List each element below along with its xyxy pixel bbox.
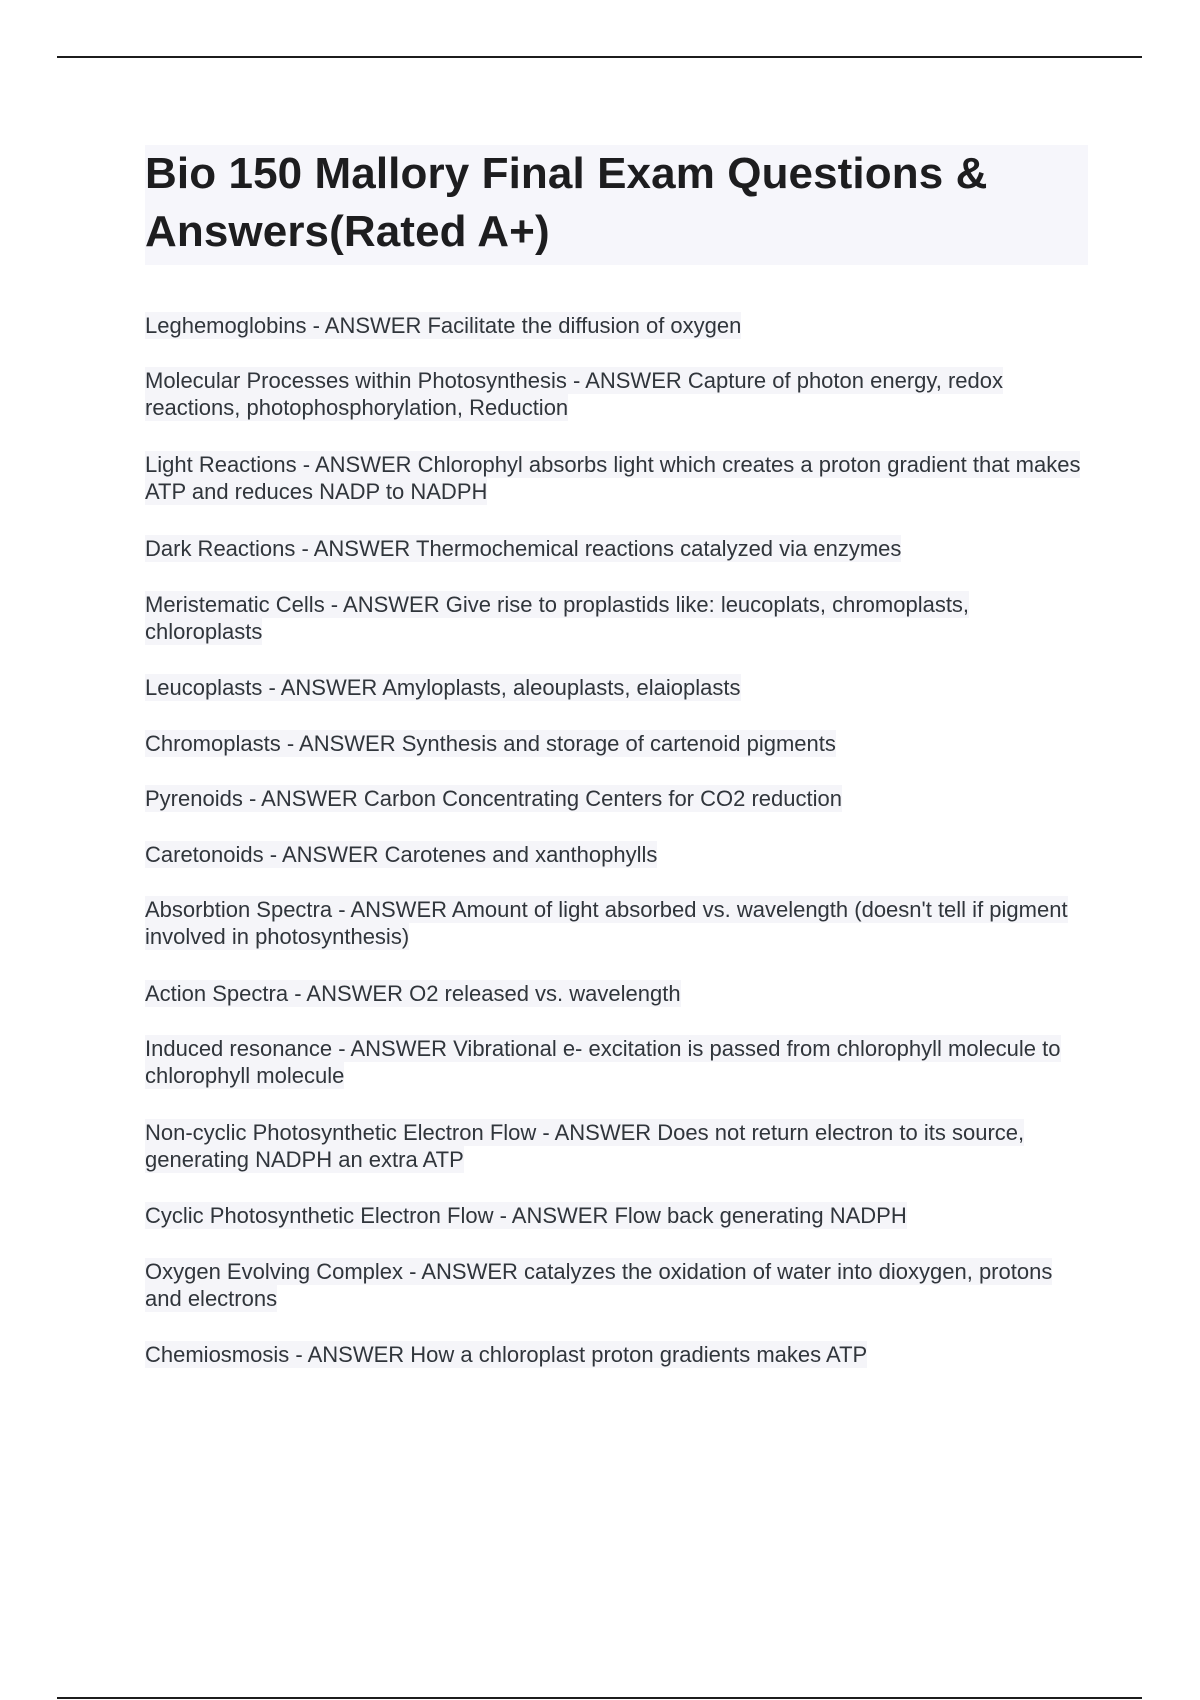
qa-item <box>145 367 1085 451</box>
qa-item <box>145 980 1085 1035</box>
qa-text: Chromoplasts - ANSWER Synthesis and storage of cartenoid pigments <box>145 731 836 756</box>
qa-text: Induced resonance - ANSWER Vibrational e- excitation is passed from chlorophyll molecule to chlorophyll molecule <box>145 1036 1061 1088</box>
document-title: Bio 150 Mallory Final Exam Questions & Answers(Rated A+) <box>145 149 988 256</box>
qa-item <box>145 312 1085 367</box>
qa-text: Dark Reactions - ANSWER Thermochemical reactions catalyzed via enzymes <box>145 536 902 561</box>
qa-item <box>145 1341 1085 1397</box>
qa-item <box>145 591 1085 674</box>
qa-item <box>145 1202 1085 1258</box>
qa-text: Absorbtion Spectra - ANSWER Amount of light absorbed vs. wavelength (doesn't tell if pigment involved in photosynthesis) <box>145 897 1068 949</box>
qa-item <box>145 1035 1085 1119</box>
qa-text: Leghemoglobins - ANSWER Facilitate the diffusion of oxygen <box>145 313 742 338</box>
qa-text: Molecular Processes within Photosynthesis - ANSWER Capture of photon energy, redox reactions, photophosphorylation, Reduction <box>145 368 1003 420</box>
qa-item <box>145 730 1085 785</box>
qa-list <box>145 312 1085 1397</box>
top-rule <box>57 56 1142 58</box>
qa-item <box>145 535 1085 591</box>
title-block <box>145 145 1088 265</box>
qa-item <box>145 785 1085 841</box>
qa-item <box>145 896 1085 980</box>
qa-text: Chemiosmosis - ANSWER How a chloroplast proton gradients makes ATP <box>145 1342 868 1367</box>
qa-item <box>145 674 1085 730</box>
qa-text: Non-cyclic Photosynthetic Electron Flow - ANSWER Does not return electron to its source, generating NADPH an extra ATP <box>145 1120 1025 1172</box>
qa-text: Pyrenoids - ANSWER Carbon Concentrating Centers for CO2 reduction <box>145 786 842 811</box>
qa-text: Light Reactions - ANSWER Chlorophyl absorbs light which creates a proton gradient that makes ATP and reduces NADP to NADPH <box>145 452 1081 504</box>
qa-text: Meristematic Cells - ANSWER Give rise to proplastids like: leucoplats, chromoplasts, chloroplasts <box>145 592 970 644</box>
qa-item <box>145 1258 1085 1341</box>
qa-item <box>145 841 1085 896</box>
qa-item <box>145 1119 1085 1202</box>
qa-item <box>145 451 1085 535</box>
qa-text: Action Spectra - ANSWER O2 released vs. wavelength <box>145 981 681 1006</box>
qa-text: Oxygen Evolving Complex - ANSWER catalyzes the oxidation of water into dioxygen, protons and electrons <box>145 1259 1053 1311</box>
qa-text: Leucoplasts - ANSWER Amyloplasts, aleouplasts, elaioplasts <box>145 675 741 700</box>
qa-text: Caretonoids - ANSWER Carotenes and xanthophylls <box>145 842 658 867</box>
bottom-rule <box>57 1697 1142 1699</box>
qa-text: Cyclic Photosynthetic Electron Flow - ANSWER Flow back generating NADPH <box>145 1203 907 1228</box>
